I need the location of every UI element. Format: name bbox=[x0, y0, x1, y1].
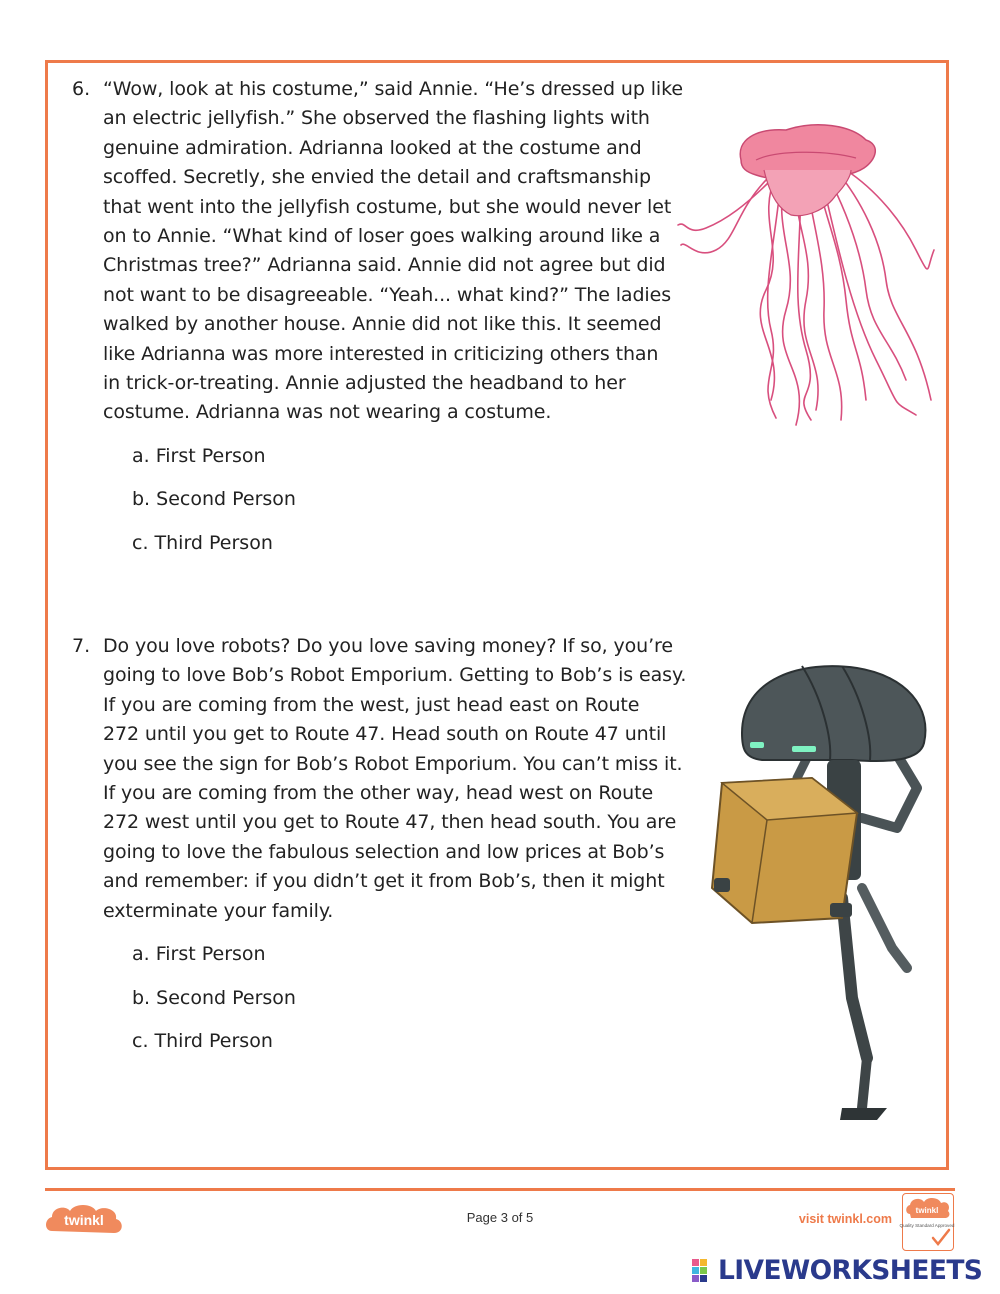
passage-line: not want to be disagreeable. “Yeah... what kind?” The ladies bbox=[103, 283, 671, 306]
passage-line: walked by another house. Annie did not like this. It seemed bbox=[103, 313, 662, 336]
passage-line: genuine admiration. Adrianna looked at the costume and bbox=[103, 136, 642, 159]
page-number: Page 3 of 5 bbox=[466, 1210, 534, 1225]
liveworksheets-watermark bbox=[692, 1253, 992, 1289]
passage-line: 272 west until you get to Route 47, then head south. You are bbox=[103, 811, 677, 834]
passage-line: Christmas tree?” Adrianna said. Annie did not agree but did bbox=[103, 254, 666, 277]
passage-line: 272 until you get to Route 47. Head south on Route 47 until bbox=[103, 723, 667, 746]
liveworksheets-icon bbox=[692, 1259, 716, 1283]
passage-line: you see the sign for Bob’s Robot Emporium. You can’t miss it. bbox=[103, 752, 683, 775]
passage-line: If you are coming from the other way, head west on Route bbox=[103, 782, 654, 805]
badge-logo-text: twinkl bbox=[915, 1206, 939, 1215]
twinkl-logo[interactable] bbox=[44, 1201, 124, 1241]
answer-options bbox=[132, 442, 692, 573]
liveworksheets-text: LIVEWORKSHEETS bbox=[718, 1255, 983, 1286]
passage-line: Do you love robots? Do you love saving money? If so, you’re bbox=[103, 635, 673, 657]
passage-line: in trick-or-treating. Annie adjusted the headband to her bbox=[103, 372, 626, 395]
jellyfish-illustration bbox=[676, 100, 938, 430]
passage-line: on to Annie. “What kind of loser goes walking around like a bbox=[103, 225, 661, 248]
passage-line: scoffed. Secretly, she envied the detail and craftsmanship bbox=[103, 166, 651, 189]
option-second-person[interactable]: b. Second Person bbox=[132, 488, 296, 511]
passage-line: “Wow, look at his costume,” said Annie. “He’s dressed up like bbox=[103, 78, 683, 100]
passage-line: that went into the jellyfish costume, but she would never let bbox=[103, 195, 672, 218]
passage-line: exterminate your family. bbox=[103, 899, 334, 922]
passage-line: and remember: if you didn’t get it from Bob’s, then it might bbox=[103, 870, 665, 893]
option-first-person[interactable]: a. First Person bbox=[132, 444, 266, 467]
quality-badge-graphic bbox=[899, 1194, 955, 1249]
question-7 bbox=[72, 632, 692, 1071]
passage-line: If you are coming from the west, just head east on Route bbox=[103, 693, 640, 716]
passage-line: going to love the fabulous selection and low prices at Bob’s bbox=[103, 840, 665, 863]
passage-line: going to love Bob’s Robot Emporium. Getting to Bob’s is easy. bbox=[103, 664, 687, 687]
question-number: 7. bbox=[72, 635, 91, 657]
visit-link[interactable]: visit twinkl.com bbox=[798, 1212, 892, 1226]
option-third-person[interactable]: c. Third Person bbox=[132, 1030, 273, 1053]
badge-text: Quality Standard Approved bbox=[899, 1223, 955, 1228]
question-passage bbox=[103, 632, 692, 926]
passage-line: an electric jellyfish.” She observed the flashing lights with bbox=[103, 107, 650, 130]
passage-line: costume. Adrianna was not wearing a costume. bbox=[103, 401, 552, 424]
footer-divider bbox=[45, 1188, 955, 1191]
option-second-person[interactable]: b. Second Person bbox=[132, 986, 296, 1009]
question-number: 6. bbox=[72, 78, 91, 100]
robot-illustration bbox=[692, 638, 942, 1128]
twinkl-logo-text: twinkl bbox=[64, 1212, 104, 1228]
answer-options bbox=[132, 940, 692, 1071]
question-passage bbox=[103, 75, 692, 428]
option-first-person[interactable]: a. First Person bbox=[132, 943, 266, 966]
option-third-person[interactable]: c. Third Person bbox=[132, 531, 273, 554]
question-6 bbox=[72, 75, 692, 572]
quality-badge bbox=[899, 1193, 955, 1251]
passage-line: like Adrianna was more interested in criticizing others than bbox=[103, 342, 659, 365]
